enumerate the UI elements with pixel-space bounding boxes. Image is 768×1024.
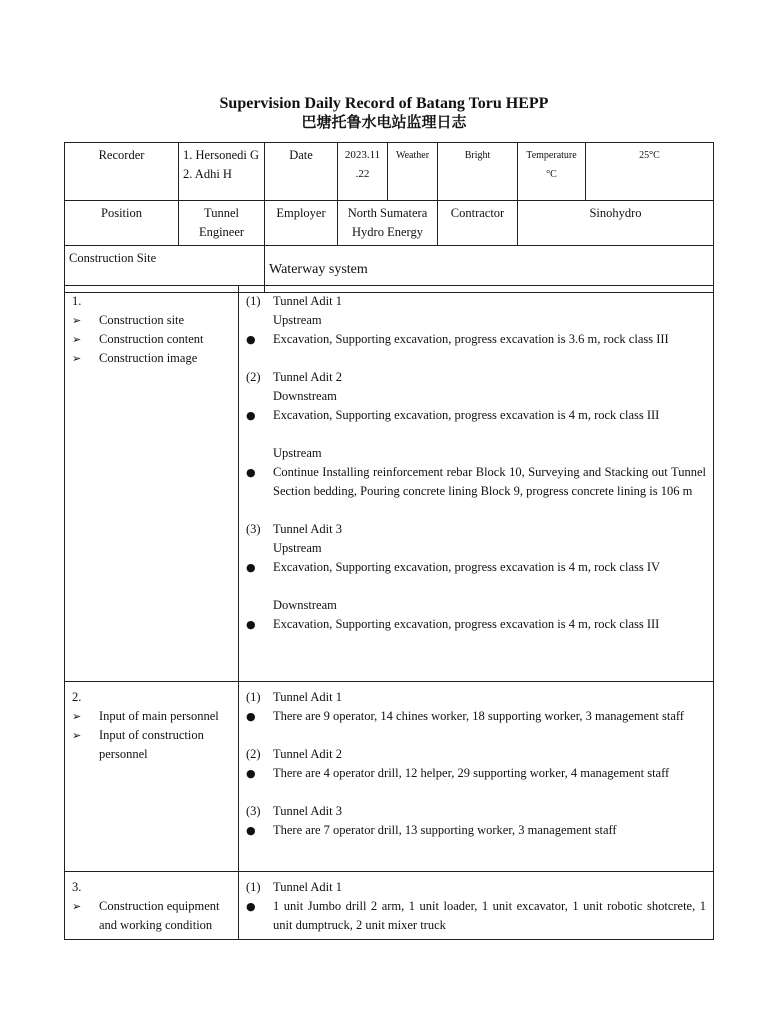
construction-site-label: Construction Site — [65, 246, 265, 293]
section-label-item — [72, 311, 231, 330]
employer-label: Employer — [265, 201, 338, 246]
entry-marker — [246, 539, 273, 558]
recorder-label: Recorder — [65, 143, 179, 201]
entry-marker — [246, 444, 273, 463]
paragraph-spacer — [246, 577, 706, 596]
bullet-entry — [246, 558, 706, 577]
section-label-text: Construction image — [99, 351, 198, 365]
section-label-item — [72, 330, 231, 349]
temperature-unit: °C — [546, 169, 557, 180]
entry-text: Tunnel Adit 3 — [273, 804, 343, 818]
entry-text: There are 4 operator drill, 12 helper, 29 supporting worker, 4 management staff — [273, 766, 670, 780]
entry-marker: (3) — [246, 522, 261, 536]
bullet-entry — [246, 897, 706, 935]
contractor-value: Sinohydro — [518, 201, 714, 246]
temperature-label — [518, 143, 586, 201]
entry-marker — [246, 596, 273, 615]
employer-value — [338, 201, 438, 246]
arrow-bullet-icon: ➢ — [72, 352, 82, 365]
weather-label: Weather — [388, 143, 438, 201]
weather-value: Bright — [438, 143, 518, 201]
bullet-entry — [246, 406, 706, 425]
temperature-value: 25°C — [586, 143, 714, 201]
record-table — [64, 285, 714, 940]
entry-marker: (2) — [246, 370, 261, 384]
section-content-cell — [239, 286, 714, 682]
section-number: 3. — [72, 880, 82, 894]
heading-entry — [246, 292, 706, 311]
section-label-cell — [65, 286, 239, 682]
entry-text: Tunnel Adit 2 — [273, 370, 343, 384]
entry-text: There are 7 operator drill, 13 supporting worker, 3 management staff — [273, 823, 617, 837]
bullet-entry — [246, 764, 706, 783]
section-label-text: Construction site — [99, 313, 185, 327]
section-content-cell — [239, 682, 714, 872]
heading-entry — [246, 520, 706, 539]
heading-entry — [246, 596, 706, 615]
paragraph-spacer — [246, 726, 706, 745]
recorder-1: 1. Hersonedi G — [183, 148, 260, 162]
bullet-entry — [246, 615, 706, 634]
position-line-1: Tunnel — [204, 206, 239, 220]
entry-text: Tunnel Adit 1 — [273, 294, 343, 308]
section-label-cell — [65, 872, 239, 940]
position-line-2: Engineer — [198, 225, 245, 239]
entry-text: Downstream — [273, 598, 337, 612]
entry-marker: (2) — [246, 747, 261, 761]
paragraph-spacer — [246, 783, 706, 802]
entry-text: Excavation, Supporting excavation, progress excavation is 3.6 m, rock class III — [273, 332, 669, 346]
bullet-dot-icon: ● — [246, 561, 256, 574]
entry-text: Tunnel Adit 2 — [273, 747, 343, 761]
employer-line-1: North Sumatera — [347, 206, 428, 220]
heading-entry — [246, 688, 706, 707]
entry-text: Tunnel Adit 1 — [273, 690, 343, 704]
bullet-dot-icon: ● — [246, 618, 256, 631]
section-label-cell — [65, 682, 239, 872]
entry-text: Continue Installing reinforcement rebar Block 10, Surveying and Stacking out Tunnel Section bedding, Pouring concrete lining Block 9, progress concrete lining is 106 m — [273, 465, 706, 498]
entry-text: Tunnel Adit 1 — [273, 880, 343, 894]
bullet-dot-icon: ● — [246, 466, 256, 479]
heading-entry — [246, 444, 706, 463]
heading-entry — [246, 878, 706, 897]
entry-text: Upstream — [273, 313, 322, 327]
date-value — [338, 143, 388, 201]
employer-line-2: Hydro Energy — [352, 225, 423, 239]
heading-entry — [246, 802, 706, 821]
entry-text: Upstream — [273, 541, 322, 555]
bullet-dot-icon: ● — [246, 900, 256, 913]
entry-marker — [246, 311, 273, 330]
position-label: Position — [65, 201, 179, 246]
entry-marker: (3) — [246, 804, 261, 818]
temperature-label-text: Temperature — [526, 150, 577, 161]
section-label-text: Input of main personnel — [99, 709, 219, 723]
bullet-entry — [246, 707, 706, 726]
entry-text: Upstream — [273, 446, 322, 460]
section-content-cell — [239, 872, 714, 940]
heading-entry — [246, 745, 706, 764]
entry-marker: (1) — [246, 880, 261, 894]
date-line-2: .22 — [355, 168, 370, 180]
section-label-item — [72, 897, 231, 935]
position-value — [179, 201, 265, 246]
section-label-item — [72, 349, 231, 368]
date-label: Date — [265, 143, 338, 201]
section-number: 1. — [72, 294, 82, 308]
arrow-bullet-icon: ➢ — [72, 710, 82, 723]
section-number: 2. — [72, 690, 82, 704]
record-section-row — [65, 872, 714, 940]
bullet-dot-icon: ● — [246, 767, 256, 780]
bullet-dot-icon: ● — [246, 824, 256, 837]
document-title — [0, 94, 768, 132]
entry-marker — [246, 387, 273, 406]
bullet-entry — [246, 330, 706, 349]
construction-site-value: Waterway system — [265, 246, 714, 293]
arrow-bullet-icon: ➢ — [72, 900, 82, 913]
entry-text: Excavation, Supporting excavation, progress excavation is 4 m, rock class IV — [273, 560, 661, 574]
entry-text: 1 unit Jumbo drill 2 arm, 1 unit loader, 1 unit excavator, 1 unit robotic shotcrete, 1 unit dumptruck, 2 unit mixer truck — [273, 899, 706, 932]
entry-marker: (1) — [246, 690, 261, 704]
arrow-bullet-icon: ➢ — [72, 314, 82, 327]
section-label-item — [72, 726, 231, 764]
title-english: Supervision Daily Record of Batang Toru HEPP — [219, 95, 549, 112]
title-chinese: 巴塘托鲁水电站监理日志 — [301, 113, 467, 131]
heading-entry — [246, 539, 706, 558]
entry-text: Tunnel Adit 3 — [273, 522, 343, 536]
entry-marker: (1) — [246, 294, 261, 308]
record-section-row — [65, 682, 714, 872]
entry-text: There are 9 operator, 14 chines worker, 18 supporting worker, 3 management staff — [273, 709, 684, 723]
entry-text: Downstream — [273, 389, 337, 403]
bullet-dot-icon: ● — [246, 710, 256, 723]
entry-text: Excavation, Supporting excavation, progress excavation is 4 m, rock class III — [273, 408, 660, 422]
section-label-text: Construction equipment and working condition — [99, 899, 220, 932]
section-label-text: Construction content — [99, 332, 204, 346]
bullet-entry — [246, 463, 706, 501]
paragraph-spacer — [246, 501, 706, 520]
paragraph-spacer — [246, 425, 706, 444]
recorder-2: 2. Adhi H — [183, 167, 232, 181]
heading-entry — [246, 311, 706, 330]
arrow-bullet-icon: ➢ — [72, 729, 82, 742]
entry-text: Excavation, Supporting excavation, progress excavation is 4 m, rock class III — [273, 617, 660, 631]
contractor-label: Contractor — [438, 201, 518, 246]
section-label-item — [72, 707, 231, 726]
recorder-value — [179, 143, 265, 201]
date-line-1: 2023.11 — [344, 149, 381, 161]
section-label-text: Input of construction personnel — [99, 728, 204, 761]
paragraph-spacer — [246, 349, 706, 368]
record-section-row — [65, 286, 714, 682]
heading-entry — [246, 368, 706, 387]
bullet-entry — [246, 821, 706, 840]
bullet-dot-icon: ● — [246, 409, 256, 422]
arrow-bullet-icon: ➢ — [72, 333, 82, 346]
bullet-dot-icon: ● — [246, 333, 256, 346]
heading-entry — [246, 387, 706, 406]
header-table — [64, 142, 714, 293]
